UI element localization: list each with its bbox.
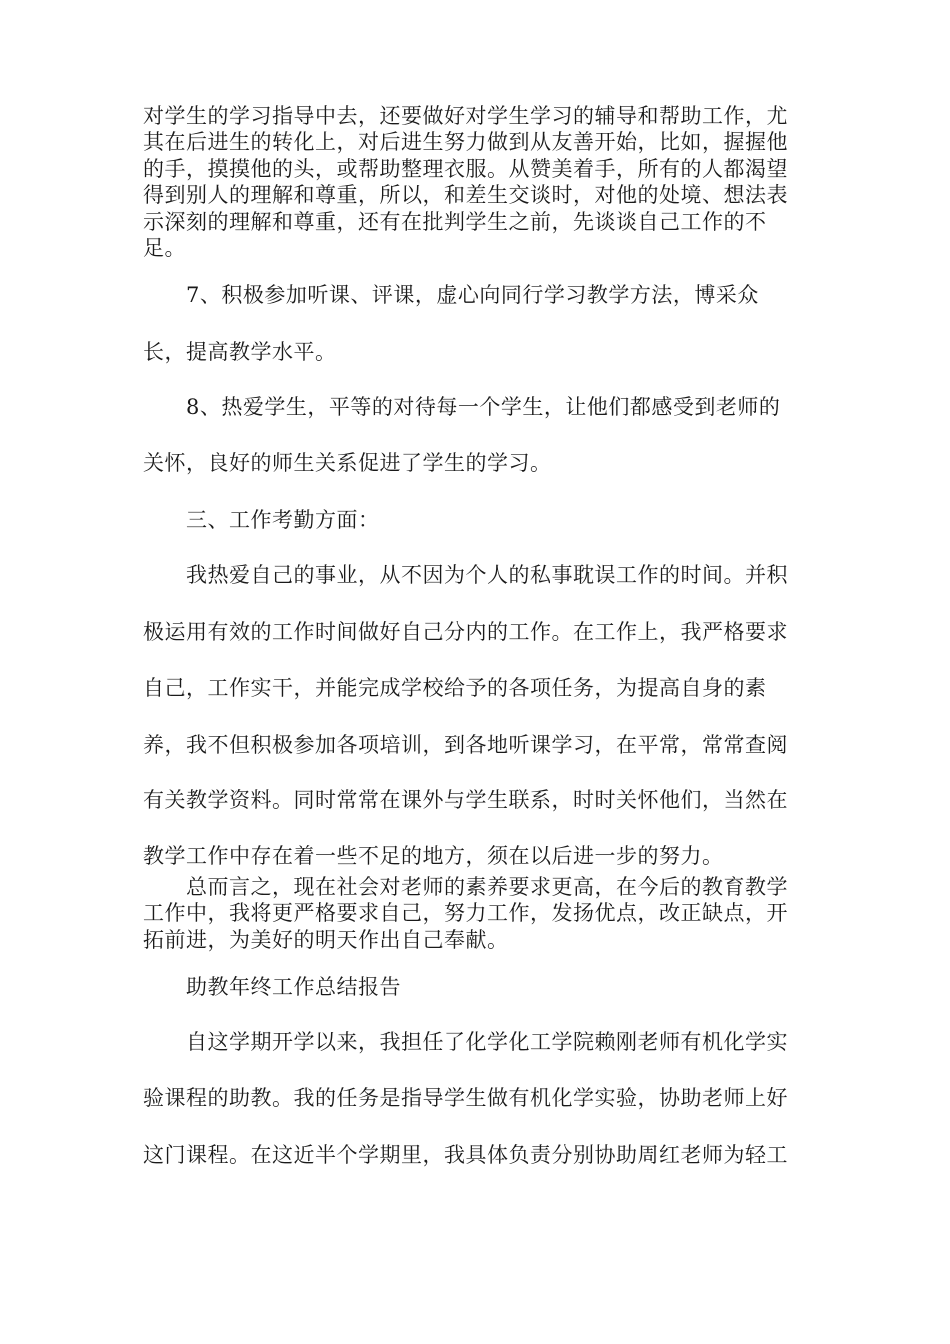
- paragraph-6-line-1: 自这学期开学以来，我担任了化学化工学院赖刚老师有机化学实: [186, 1030, 788, 1054]
- paragraph-5-line-1: 总而言之，现在社会对老师的素养要求更高，在今后的教育教学: [186, 875, 788, 899]
- report-title: 助教年终工作总结报告: [186, 975, 401, 999]
- paragraph-5-line-3: 拓前进，为美好的明天作出自己奉献。: [143, 928, 509, 952]
- paragraph-3-line-2: 关怀，良好的师生关系促进了学生的学习。: [143, 451, 552, 475]
- paragraph-6-line-3: 这门课程。在这近半个学期里，我具体负责分别协助周红老师为轻工: [143, 1143, 788, 1167]
- paragraph-4-line-1: 我热爱自己的事业，从不因为个人的私事耽误工作的时间。并积: [186, 563, 788, 587]
- paragraph-1-line-1: 对学生的学习指导中去，还要做好对学生学习的辅导和帮助工作，尤: [143, 104, 788, 128]
- section-heading-attendance: 三、工作考勤方面：: [186, 508, 380, 532]
- paragraph-4-line-2: 极运用有效的工作时间做好自己分内的工作。在工作上，我严格要求: [143, 620, 788, 644]
- paragraph-3-line-1: 8、热爱学生，平等的对待每一个学生，让他们都感受到老师的: [186, 395, 781, 419]
- paragraph-1-line-4: 得到别人的理解和尊重，所以，和差生交谈时，对他的处境、想法表: [143, 183, 788, 207]
- paragraph-2-line-1: 7、积极参加听课、评课，虚心向同行学习教学方法，博采众: [186, 283, 759, 307]
- paragraph-4-line-5: 有关教学资料。同时常常在课外与学生联系，时时关怀他们，当然在: [143, 788, 788, 812]
- paragraph-2-line-2: 长，提高教学水平。: [143, 340, 337, 364]
- paragraph-4-line-4: 养，我不但积极参加各项培训，到各地听课学习，在平常，常常查阅: [143, 733, 788, 757]
- paragraph-5-line-2: 工作中，我将更严格要求自己，努力工作，发扬优点，改正缺点，开: [143, 901, 788, 925]
- paragraph-4-line-3: 自己，工作实干，并能完成学校给予的各项任务，为提高自身的素: [143, 676, 767, 700]
- paragraph-6-line-2: 验课程的助教。我的任务是指导学生做有机化学实验，协助老师上好: [143, 1086, 788, 1110]
- paragraph-4-line-6: 教学工作中存在着一些不足的地方，须在以后进一步的努力。: [143, 844, 724, 868]
- paragraph-1-line-2: 其在后进生的转化上，对后进生努力做到从友善开始，比如，握握他: [143, 130, 788, 154]
- paragraph-1-line-6: 足。: [143, 236, 186, 260]
- paragraph-1-line-5: 示深刻的理解和尊重，还有在批判学生之前，先谈谈自己工作的不: [143, 210, 767, 234]
- paragraph-1-line-3: 的手，摸摸他的头，或帮助整理衣服。从赞美着手，所有的人都渴望: [143, 157, 788, 181]
